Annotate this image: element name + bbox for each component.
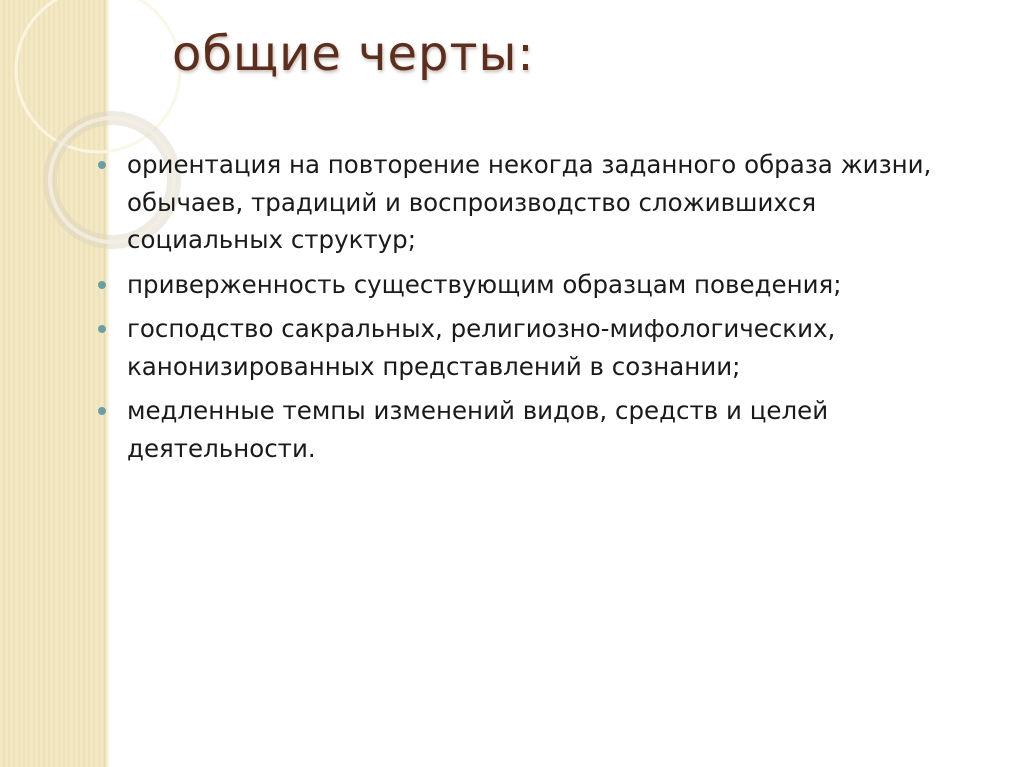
- bullet-text: господство сакральных, религиозно-мифологических, канонизированных представлений в сознании;: [127, 314, 836, 381]
- bullet-item: [96, 146, 956, 259]
- bullet-text: ориентация на повторение некогда заданного образа жизни, обычаев, традиций и воспроизводство сложившихся социальных структур;: [127, 150, 932, 254]
- bullet-dot-icon: [98, 325, 106, 333]
- bullet-item: [96, 392, 956, 467]
- bullet-dot-icon: [98, 281, 106, 289]
- bullet-dot-icon: [98, 161, 106, 169]
- bullet-text: приверженность существующим образцам поведения;: [127, 269, 842, 299]
- bullet-text: медленные темпы изменений видов, средств и целей деятельности.: [127, 396, 829, 463]
- bullet-item: [96, 310, 956, 385]
- bullet-dot-icon: [98, 407, 106, 415]
- bullet-list: [96, 146, 956, 474]
- slide-title: общие черты:: [172, 26, 535, 82]
- bullet-item: [96, 266, 956, 304]
